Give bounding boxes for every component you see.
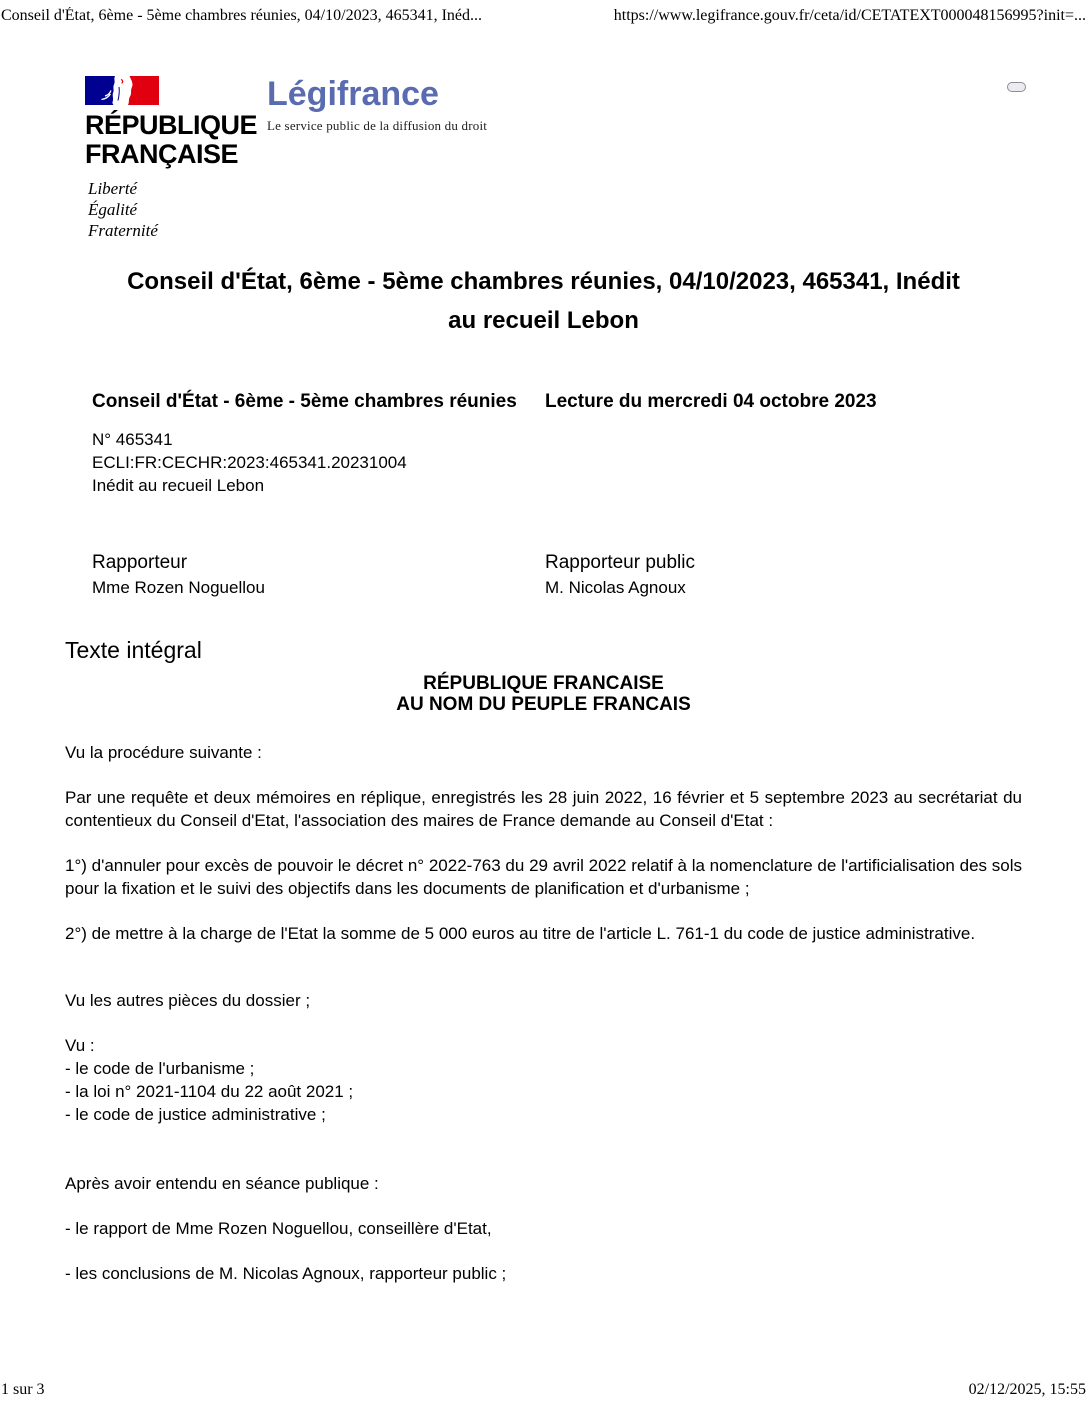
paragraph-vu-list (65, 1034, 1022, 1126)
case-identifiers (92, 428, 1022, 497)
rapporteur-public-label: Rapporteur public (545, 552, 695, 573)
vu-list-item-justice: - le code de justice administrative ; (65, 1105, 326, 1124)
print-header-title: Conseil d'État, 6ème - 5ème chambres réunies, 04/10/2023, 465341, Inéd... (1, 7, 482, 24)
paragraph-requete: Par une requête et deux mémoires en réplique, enregistrés les 28 juin 2022, 16 février et 5 septembre 2023 au secrétariat du contentieux du Conseil d'Etat, l'association des maires de France demande au Conseil d'Etat : (65, 788, 1022, 830)
rapporteur-public-name: M. Nicolas Agnoux (545, 578, 686, 597)
body-heading-line2: AU NOM DU PEUPLE FRANCAIS (396, 694, 691, 715)
print-footer (1, 1381, 1086, 1399)
chamber-heading: Conseil d'État - 6ème - 5ème chambres réunies (92, 391, 517, 412)
rapporteur-label: Rapporteur (92, 552, 188, 573)
paragraph-demande-1: 1°) d'annuler pour excès de pouvoir le décret n° 2022-763 du 29 avril 2022 relatif à la nomenclature de l'artificialisation des sols pour la fixation et le suivi des objectifs dans les documents de planification et d'urbanisme ; (65, 856, 1022, 898)
toggle-pill-button[interactable] (1007, 82, 1026, 92)
legifrance-wordmark: Légifrance (267, 75, 439, 113)
print-header (1, 7, 1086, 25)
document-title-line1: Conseil d'État, 6ème - 5ème chambres réunies, 04/10/2023, 465341, Inédit (127, 268, 960, 295)
legifrance-tagline: Le service public de la diffusion du droit (267, 118, 488, 133)
decision-metadata (92, 388, 1022, 599)
rapporteur-name: Mme Rozen Noguellou (92, 578, 265, 597)
paragraph-rapport: - le rapport de Mme Rozen Noguellou, conseillère d'Etat, (65, 1219, 492, 1238)
paragraph-autres-pieces: Vu les autres pièces du dossier ; (65, 991, 311, 1010)
paragraph-seance: Après avoir entendu en séance publique : (65, 1174, 379, 1193)
legifrance-logo (267, 74, 487, 134)
body-heading-line1: RÉPUBLIQUE FRANCAISE (423, 673, 664, 694)
vu-list-intro: Vu : (65, 1036, 95, 1055)
document-area (65, 262, 1022, 1307)
motto-egalite: Égalité (88, 200, 138, 219)
paragraph-demande-2: 2°) de mettre à la charge de l'Etat la somme de 5 000 euros au titre de l'article L. 761-1 du code de justice administrative. (65, 924, 976, 943)
document-title (65, 262, 1022, 340)
lecture-date: Lecture du mercredi 04 octobre 2023 (545, 391, 877, 412)
page-count: 1 sur 3 (1, 1381, 45, 1398)
french-flag-icon (85, 76, 159, 105)
vu-list-item-loi: - la loi n° 2021-1104 du 22 août 2021 ; (65, 1082, 354, 1101)
rapporteur-block (92, 550, 545, 599)
republique-francaise-logo (85, 76, 295, 241)
rapporteur-row (92, 550, 1022, 599)
body-heading (65, 673, 1022, 715)
vu-list-item-urbanisme: - le code de l'urbanisme ; (65, 1059, 255, 1078)
paragraph-conclusions: - les conclusions de M. Nicolas Agnoux, rapporteur public ; (65, 1264, 507, 1283)
ecli-number: ECLI:FR:CECHR:2023:465341.20231004 (92, 453, 407, 472)
national-motto (88, 178, 295, 241)
decision-text (65, 741, 1022, 1285)
rapporteur-public-block (545, 550, 1022, 599)
paragraph-procedure: Vu la procédure suivante : (65, 743, 262, 762)
motto-liberte: Liberté (88, 179, 138, 198)
republique-line1: RÉPUBLIQUE (85, 110, 258, 140)
print-header-url: https://www.legifrance.gouv.fr/ceta/id/CETATEXT000048156995?init=... (613, 7, 1086, 24)
republique-line2: FRANÇAISE (85, 139, 239, 169)
print-datetime: 02/12/2025, 15:55 (968, 1381, 1086, 1398)
document-title-line2: au recueil Lebon (448, 307, 639, 334)
case-number: N° 465341 (92, 430, 173, 449)
motto-fraternite: Fraternité (88, 221, 158, 240)
texte-integral-heading: Texte intégral (65, 637, 202, 663)
publication-status: Inédit au recueil Lebon (92, 476, 265, 495)
republique-name (85, 111, 295, 169)
